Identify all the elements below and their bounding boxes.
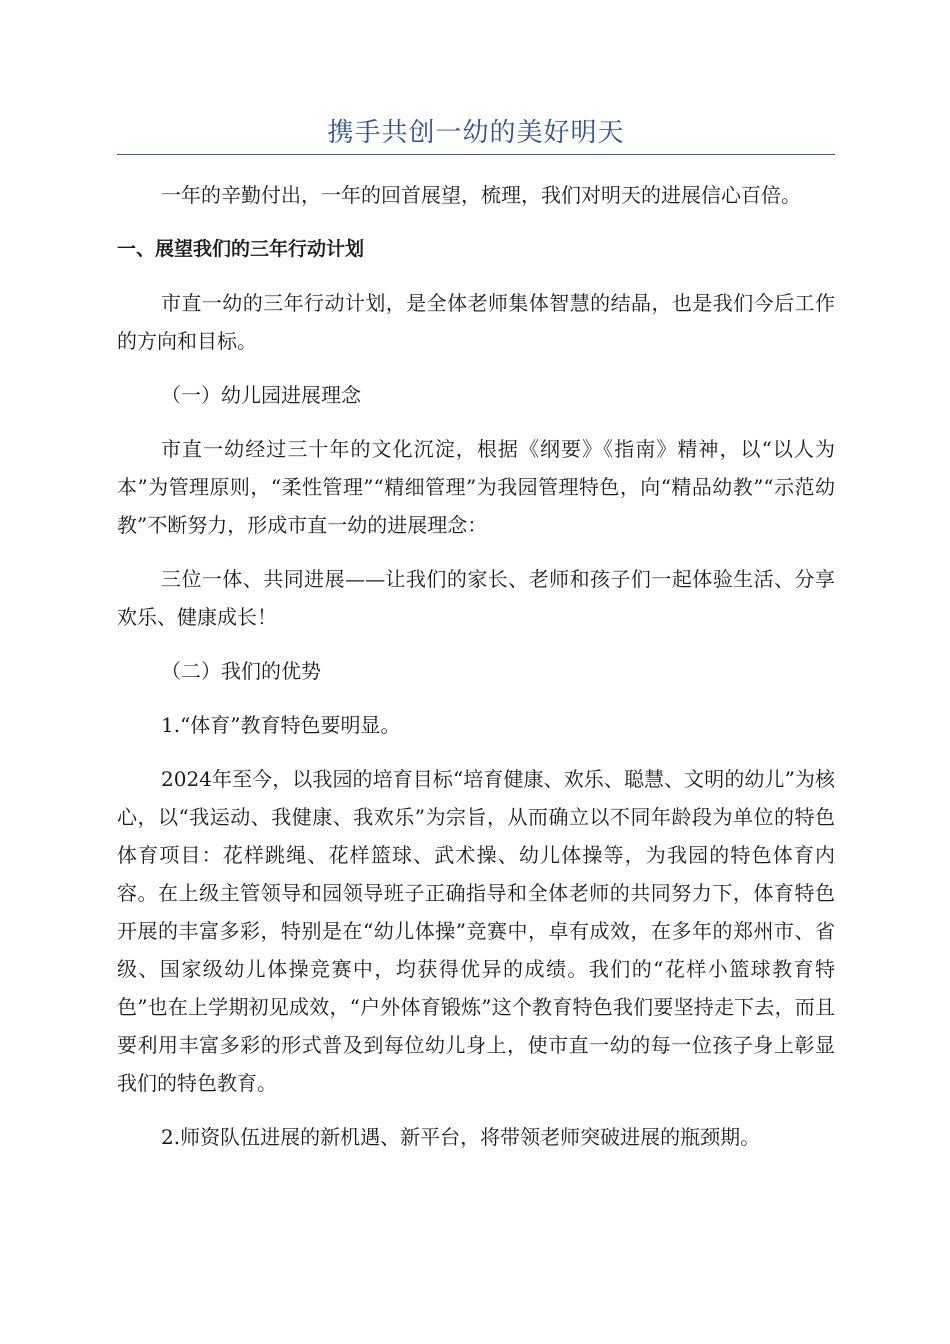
document-body — [117, 176, 835, 1156]
paragraph-plan: 市直一幼的三年行动计划，是全体老师集体智慧的结晶，也是我们今后工作的方向和目标。 — [117, 291, 835, 353]
section-heading-1: 一、展望我们的三年行动计划 — [117, 238, 365, 260]
subheading-concept: （一）幼儿园进展理念 — [161, 383, 361, 407]
point-sports-heading: 1.“体育”教育特色要明显。 — [161, 713, 401, 737]
paragraph-motto: 三位一体、共同进展——让我们的家长、老师和孩子们一起体验生活、分享欢乐、健康成长！ — [117, 567, 835, 629]
title-underline — [117, 154, 835, 155]
document-title: 携手共创一幼的美好明天 — [327, 118, 625, 148]
paragraph-intro: 一年的辛勤付出，一年的回首展望，梳理，我们对明天的进展信心百倍。 — [161, 183, 801, 207]
paragraph-sports: 2024年至今，以我园的培育目标“培育健康、欢乐、聪慧、文明的幼儿”为核心，以“我运动、我健康、我欢乐”为宗旨，从而确立以不同年龄段为单位的特色体育项目：花样跳绳、花样篮球、武术操、幼儿体操等，为我园的特色体育内容。在上级主管领导和园领导班子正确指导和全体老师的共同努力下，体育特色开展的丰富多彩，特别是在“幼儿体操”竞赛中，卓有成效，在多年的郑州市、省级、国家级幼儿体操竞赛中，均获得优异的成绩。我们的“花样小篮球教育特色”也在上学期初见成效，“户外体育锻炼”这个教育特色我们要坚持走下去，而且要利用丰富多彩的形式普及到每位幼儿身上，使市直一幼的每一位孩子身上彰显我们的特色教育。 — [117, 767, 835, 1095]
paragraph-concept: 市直一幼经过三十年的文化沉淀，根据《纲要》《指南》精神，以“以人为本”为管理原则，“柔性管理”“精细管理”为我园管理特色，向“精品幼教”“示范幼教”不断努力，形成市直一幼的进展理念： — [117, 437, 835, 537]
subheading-advantages: （二）我们的优势 — [161, 659, 321, 683]
point-teachers-heading: 2.师资队伍进展的新机遇、新平台，将带领老师突破进展的瓶颈期。 — [161, 1125, 761, 1149]
